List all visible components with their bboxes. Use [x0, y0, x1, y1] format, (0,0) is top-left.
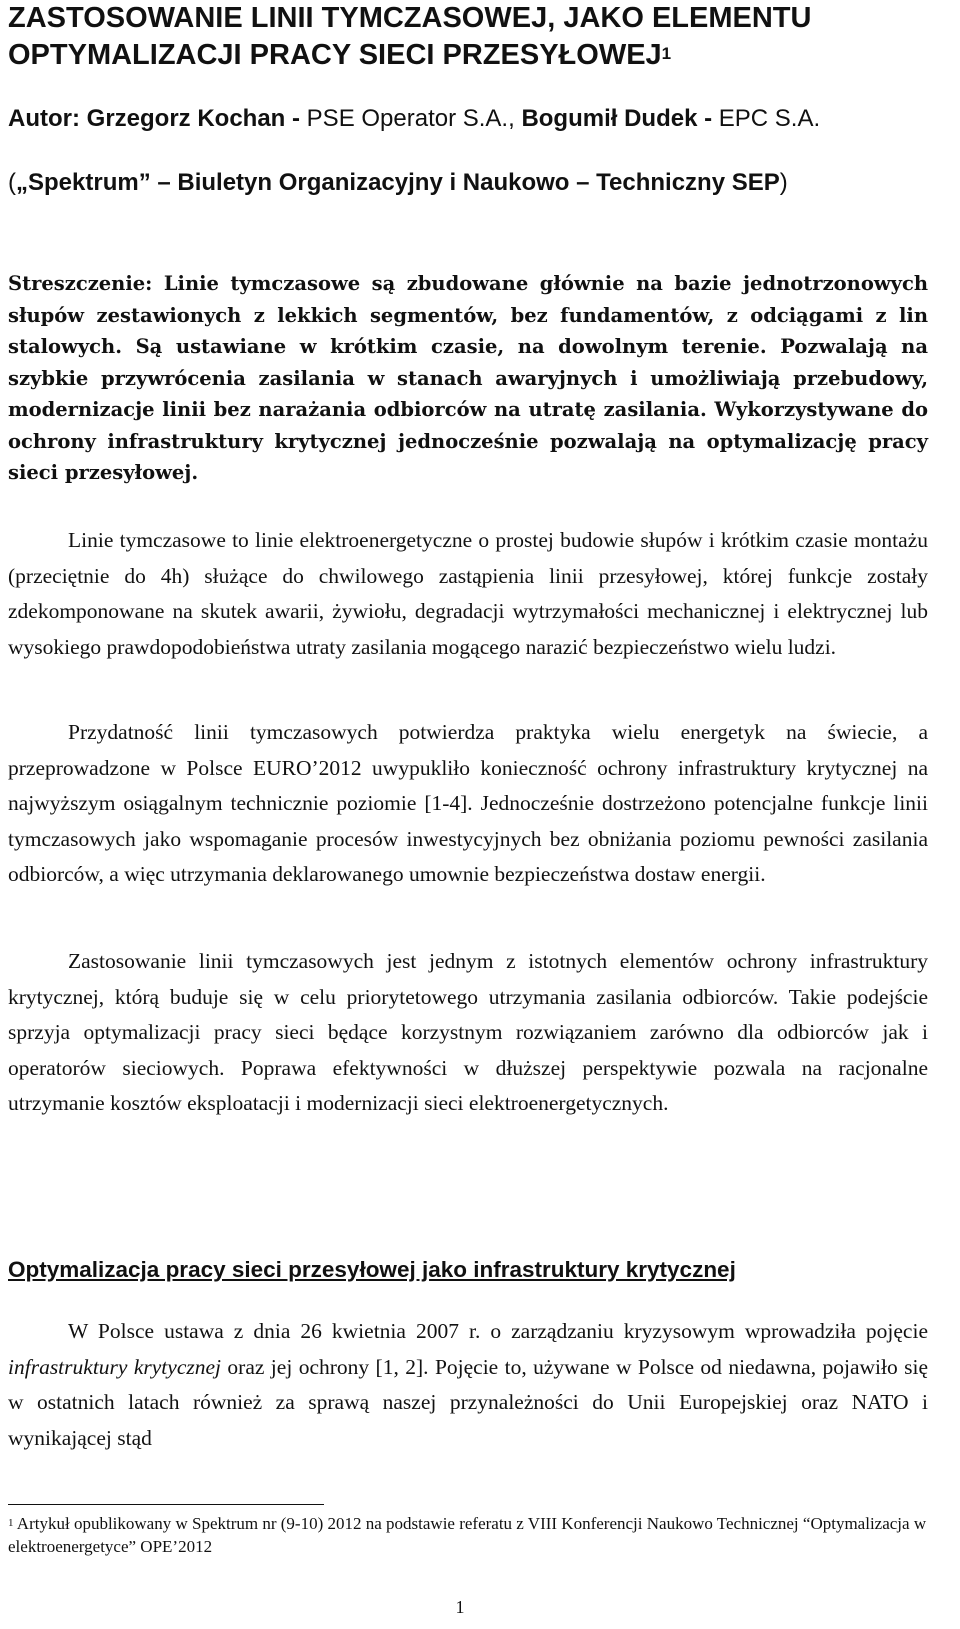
section-paragraph-part-2: oraz jej ochrony [1, 2]. Pojęcie to, używane w Polsce od niedawna, pojawiło się w ostatnich latach również za sprawą naszej przynależności do Unii Europejskiej oraz NATO i wynikającej stąd — [8, 1354, 929, 1450]
source-close-paren: ) — [779, 169, 788, 196]
author-org-2: EPC S.A. — [718, 105, 821, 132]
abstract: Streszczenie: Linie tymczasowe są zbudowane głównie na bazie jednotrzonowych słupów zestawionych z lekkich segmentów, bez fundamentów, z odciągami z lin stalowych. Są ustawiane w krótkim czasie, na dowolnym terenie. Pozwalają na szybkie przywrócenia zasilania w stanach awaryjnych i umożliwiają przebudowy, modernizacje linii bez narażania odbiorców na utratę zasilania. Wykorzystywane do ochrony infrastruktury krytycznej jednocześnie pozwalają na optymalizację pracy sieci przesyłowej. — [8, 272, 928, 484]
author-label: Autor: Grzegorz Kochan - — [8, 105, 307, 132]
footnote-mark: 1 — [8, 1517, 14, 1529]
section-paragraph-italic-term: infrastruktury krytycznej — [8, 1354, 221, 1379]
paragraph-3: Zastosowanie linii tymczasowych jest jednym z istotnych elementów ochrony infrastruktury krytycznej, którą buduje się w celu priorytetowego utrzymania zasilania odbiorców. Takie podejście sprzyja optymalizacji pracy sieci będące korzystnym rozwiązaniem zarówno dla odbiorców jak i operatorów sieciowych. Poprawa efektywności w dłuższej perspektywie pozwala na racjonalne utrzymanie kosztów eksploatacji i modernizacji sieci elektroenergetycznych. — [8, 949, 928, 1115]
section-paragraph — [8, 1314, 928, 1456]
author-name-2: Bogumił Dudek - — [521, 105, 719, 132]
title-text: ZASTOSOWANIE LINII TYMCZASOWEJ, JAKO ELEMENTU OPTYMALIZACJI PRACY SIECI PRZESYŁOWEJ — [8, 2, 812, 71]
paragraph-2: Przydatność linii tymczasowych potwierdza praktyka wielu energetyk na świecie, a przeprowadzone w Polsce EURO’2012 uwypukliło konieczność ochrony infrastruktury krytycznej na najwyższym osiągalnym technicznie poziomie [1-4]. Jednocześnie dostrzeżono potencjalne funkcje linii tymczasowych jako wspomaganie procesów inwestycyjnych bez obniżania poziomu pewności zasilania odbiorców, a więc utrzymania deklarowanego umownie bezpieczeństwa dostaw energii. — [8, 720, 928, 886]
footnote-separator — [8, 1504, 324, 1505]
page-number: 1 — [455, 1597, 465, 1617]
source-line — [8, 167, 938, 199]
source-name: „Spektrum” – Biuletyn Organizacyjny i Naukowo – Techniczny SEP — [16, 169, 780, 196]
source-open-paren: ( — [8, 169, 16, 196]
title-footnote-mark: 1 — [661, 44, 672, 63]
document-title — [8, 0, 938, 74]
author-org-1: PSE Operator S.A., — [306, 105, 522, 132]
section-paragraph-part-1: W Polsce ustawa z dnia 26 kwietnia 2007 r. o zarządzaniu kryzysowym wprowadziła pojęcie — [68, 1319, 928, 1343]
footnote-text: Artykuł opublikowany w Spektrum nr (9-10) 2012 na podstawie referatu z VIII Konferencji Naukowo Technicznej “Optymalizacja w elektroenergetyce” OPE’2012 — [8, 1514, 927, 1556]
section-heading: Optymalizacja pracy sieci przesyłowej jako infrastruktury krytycznej — [8, 1257, 736, 1282]
footnote — [8, 1512, 938, 1558]
paragraph-1: Linie tymczasowe to linie elektroenergetyczne o prostej budowie słupów i krótkim czasie montażu (przeciętnie do 4h) służące do chwilowego zastąpienia linii przesyłowej, której funkcje zostały zdekomponowane na skutek awarii, żywiołu, degradacji wytrzymałości mechanicznej i elektrycznej lub wysokiego prawdopodobieństwa utraty zasilania mogącego narazić bezpieczeństwo wielu ludzi. — [8, 528, 928, 659]
authors-line — [8, 103, 938, 135]
